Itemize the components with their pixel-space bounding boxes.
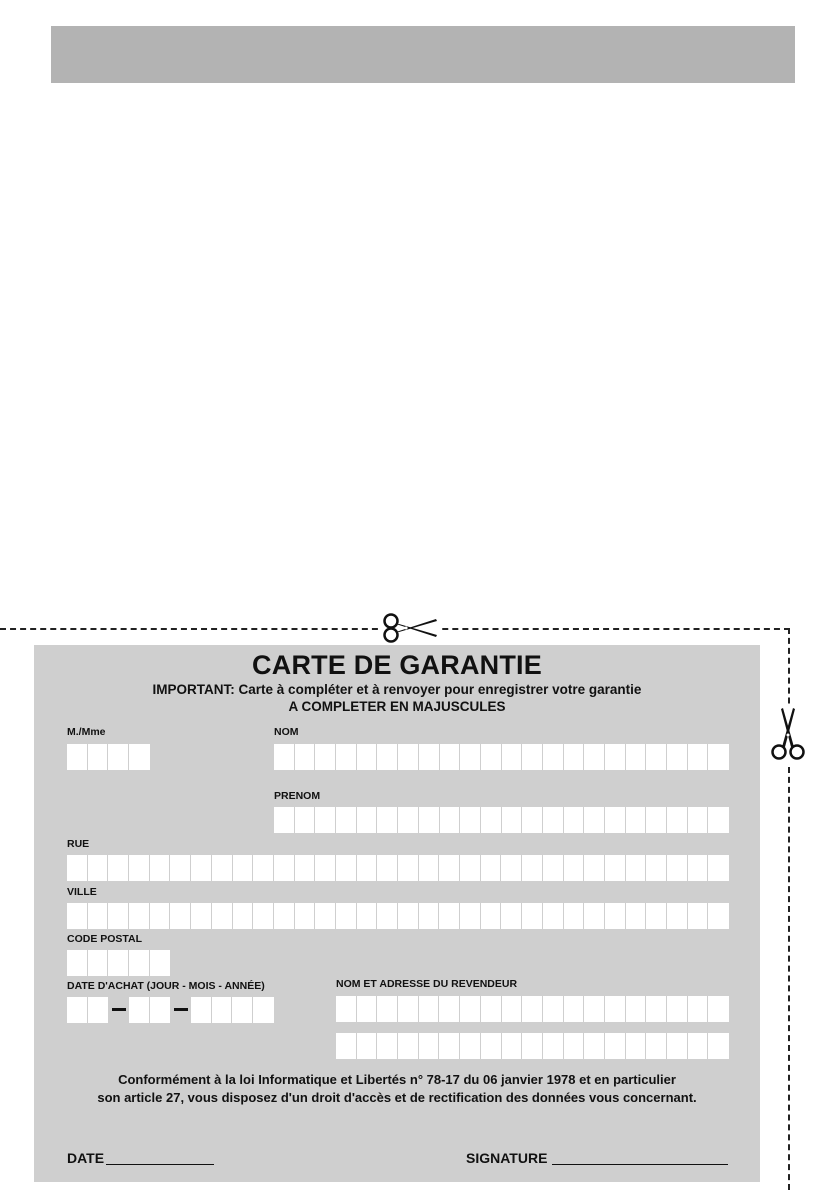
date-achat-label: DATE D'ACHAT (JOUR - MOIS - ANNÉE): [67, 980, 265, 992]
character-box[interactable]: [274, 903, 295, 929]
character-box[interactable]: [646, 855, 667, 881]
character-box[interactable]: [605, 1033, 626, 1059]
character-box[interactable]: [150, 855, 171, 881]
code-postal-label: CODE POSTAL: [67, 933, 143, 945]
character-box[interactable]: [584, 855, 605, 881]
character-box[interactable]: [170, 903, 191, 929]
character-box[interactable]: [336, 855, 357, 881]
character-box[interactable]: [564, 855, 585, 881]
date-achat-day-boxes[interactable]: [67, 997, 108, 1023]
character-box[interactable]: [522, 807, 543, 833]
character-box[interactable]: [626, 1033, 647, 1059]
character-box[interactable]: [460, 807, 481, 833]
character-box[interactable]: [708, 996, 729, 1022]
character-box[interactable]: [688, 903, 709, 929]
character-box[interactable]: [708, 855, 729, 881]
character-box[interactable]: [108, 744, 129, 770]
character-box[interactable]: [460, 903, 481, 929]
card-title: CARTE DE GARANTIE: [252, 650, 542, 680]
character-box[interactable]: [605, 855, 626, 881]
character-box[interactable]: [440, 807, 461, 833]
character-box[interactable]: [543, 744, 564, 770]
character-box[interactable]: [501, 855, 522, 881]
character-box[interactable]: [67, 997, 88, 1023]
character-box[interactable]: [253, 903, 274, 929]
character-box[interactable]: [88, 997, 109, 1023]
character-box[interactable]: [667, 996, 688, 1022]
character-box[interactable]: [646, 807, 667, 833]
character-box[interactable]: [67, 855, 88, 881]
character-box[interactable]: [88, 855, 109, 881]
character-box[interactable]: [315, 903, 336, 929]
character-box[interactable]: [129, 855, 150, 881]
character-box[interactable]: [564, 807, 585, 833]
scissors-icon: [768, 705, 808, 765]
character-box[interactable]: [646, 1033, 667, 1059]
character-box[interactable]: [419, 996, 440, 1022]
date-achat-month-boxes[interactable]: [129, 997, 170, 1023]
character-box[interactable]: [377, 996, 398, 1022]
character-box[interactable]: [129, 950, 150, 976]
character-box[interactable]: [481, 807, 502, 833]
character-box[interactable]: [667, 807, 688, 833]
character-box[interactable]: [584, 807, 605, 833]
character-box[interactable]: [688, 1033, 709, 1059]
legal-notice-line1: Conformément à la loi Informatique et Libertés n° 78-17 du 06 janvier 1978 et en particulier: [118, 1072, 676, 1087]
character-box[interactable]: [357, 855, 378, 881]
character-box[interactable]: [419, 903, 440, 929]
character-box[interactable]: [688, 807, 709, 833]
character-box[interactable]: [377, 1033, 398, 1059]
signature-write-line[interactable]: [552, 1164, 728, 1165]
character-box[interactable]: [191, 997, 212, 1023]
character-box[interactable]: [522, 996, 543, 1022]
character-box[interactable]: [295, 807, 316, 833]
legal-notice-line2: son article 27, vous disposez d'un droit d'accès et de rectification des données vous concernant.: [97, 1090, 697, 1105]
character-box[interactable]: [357, 807, 378, 833]
character-box[interactable]: [336, 807, 357, 833]
character-box[interactable]: [357, 1033, 378, 1059]
rue-label: RUE: [67, 838, 90, 850]
character-box[interactable]: [626, 996, 647, 1022]
character-box[interactable]: [501, 903, 522, 929]
character-box[interactable]: [708, 1033, 729, 1059]
civilite-boxes[interactable]: [67, 744, 150, 770]
character-box[interactable]: [295, 903, 316, 929]
character-box[interactable]: [212, 855, 233, 881]
character-box[interactable]: [584, 744, 605, 770]
character-box[interactable]: [398, 903, 419, 929]
code-postal-boxes[interactable]: [67, 950, 170, 976]
character-box[interactable]: [543, 807, 564, 833]
character-box[interactable]: [626, 744, 647, 770]
character-box[interactable]: [646, 903, 667, 929]
character-box[interactable]: [274, 855, 295, 881]
character-box[interactable]: [605, 744, 626, 770]
character-box[interactable]: [522, 1033, 543, 1059]
date-separator: [112, 1008, 126, 1011]
character-box[interactable]: [170, 855, 191, 881]
character-box[interactable]: [543, 855, 564, 881]
character-box[interactable]: [357, 744, 378, 770]
character-box[interactable]: [377, 744, 398, 770]
nom-boxes[interactable]: [274, 744, 729, 770]
character-box[interactable]: [584, 1033, 605, 1059]
signature-label: SIGNATURE: [466, 1150, 548, 1166]
character-box[interactable]: [336, 744, 357, 770]
character-box[interactable]: [88, 903, 109, 929]
character-box[interactable]: [460, 996, 481, 1022]
character-box[interactable]: [419, 1033, 440, 1059]
character-box[interactable]: [626, 807, 647, 833]
character-box[interactable]: [439, 903, 460, 929]
character-box[interactable]: [377, 855, 398, 881]
character-box[interactable]: [67, 903, 88, 929]
character-box[interactable]: [626, 855, 647, 881]
character-box[interactable]: [481, 855, 502, 881]
date-signature-label: DATE: [67, 1150, 105, 1166]
character-box[interactable]: [419, 744, 440, 770]
character-box[interactable]: [357, 996, 378, 1022]
character-box[interactable]: [398, 744, 419, 770]
character-box[interactable]: [564, 1033, 585, 1059]
character-box[interactable]: [543, 1033, 564, 1059]
character-box[interactable]: [253, 997, 274, 1023]
character-box[interactable]: [336, 996, 357, 1022]
character-box[interactable]: [232, 997, 253, 1023]
character-box[interactable]: [129, 997, 150, 1023]
character-box[interactable]: [584, 996, 605, 1022]
character-box[interactable]: [191, 855, 212, 881]
character-box[interactable]: [315, 807, 336, 833]
character-box[interactable]: [440, 744, 461, 770]
character-box[interactable]: [67, 950, 88, 976]
character-box[interactable]: [708, 744, 729, 770]
character-box[interactable]: [626, 903, 647, 929]
character-box[interactable]: [564, 903, 585, 929]
card-subtitle: IMPORTANT: Carte à compléter et à renvoyer pour enregistrer votre garantie: [152, 682, 642, 697]
character-box[interactable]: [88, 744, 109, 770]
character-box[interactable]: [605, 903, 626, 929]
character-box[interactable]: [502, 744, 523, 770]
character-box[interactable]: [502, 1033, 523, 1059]
character-box[interactable]: [315, 744, 336, 770]
character-box[interactable]: [708, 903, 729, 929]
character-box[interactable]: [150, 950, 171, 976]
character-box[interactable]: [605, 807, 626, 833]
character-box[interactable]: [212, 997, 233, 1023]
character-box[interactable]: [646, 996, 667, 1022]
character-box[interactable]: [688, 744, 709, 770]
character-box[interactable]: [295, 855, 316, 881]
character-box[interactable]: [398, 1033, 419, 1059]
date-achat-year-boxes[interactable]: [191, 997, 274, 1023]
character-box[interactable]: [398, 855, 419, 881]
character-box[interactable]: [667, 855, 688, 881]
character-box[interactable]: [460, 1033, 481, 1059]
character-box[interactable]: [377, 903, 398, 929]
rue-boxes[interactable]: [67, 855, 729, 881]
character-box[interactable]: [336, 1033, 357, 1059]
character-box[interactable]: [357, 903, 378, 929]
character-box[interactable]: [439, 996, 460, 1022]
character-box[interactable]: [336, 903, 357, 929]
prenom-label: PRENOM: [274, 790, 321, 802]
character-box[interactable]: [667, 1033, 688, 1059]
character-box[interactable]: [67, 744, 88, 770]
character-box[interactable]: [295, 744, 316, 770]
character-box[interactable]: [439, 855, 460, 881]
character-box[interactable]: [688, 855, 709, 881]
character-box[interactable]: [419, 807, 440, 833]
date-separator: [174, 1008, 188, 1011]
character-box[interactable]: [522, 903, 543, 929]
character-box[interactable]: [708, 807, 729, 833]
character-box[interactable]: [274, 807, 295, 833]
character-box[interactable]: [564, 744, 585, 770]
character-box[interactable]: [398, 807, 419, 833]
ville-label: VILLE: [67, 886, 97, 898]
character-box[interactable]: [150, 903, 171, 929]
character-box[interactable]: [502, 807, 523, 833]
character-box[interactable]: [129, 744, 150, 770]
character-box[interactable]: [481, 1033, 502, 1059]
card-instruction: A COMPLETER EN MAJUSCULES: [288, 699, 506, 714]
scissors-icon: [380, 610, 440, 646]
character-box[interactable]: [439, 1033, 460, 1059]
civilite-label: M./Mme: [67, 726, 106, 738]
character-box[interactable]: [377, 807, 398, 833]
character-box[interactable]: [605, 996, 626, 1022]
nom-label: NOM: [274, 726, 299, 738]
character-box[interactable]: [481, 744, 502, 770]
revendeur-boxes-line1[interactable]: [336, 996, 729, 1022]
date-write-line[interactable]: [106, 1164, 214, 1165]
character-box[interactable]: [522, 744, 543, 770]
revendeur-boxes-line2[interactable]: [336, 1033, 729, 1059]
character-box[interactable]: [233, 855, 254, 881]
header-band: [51, 26, 795, 83]
character-box[interactable]: [522, 855, 543, 881]
character-box[interactable]: [667, 744, 688, 770]
revendeur-label: NOM ET ADRESSE DU REVENDEUR: [336, 978, 518, 990]
character-box[interactable]: [212, 903, 233, 929]
character-box[interactable]: [274, 744, 295, 770]
character-box[interactable]: [108, 855, 129, 881]
character-box[interactable]: [253, 855, 274, 881]
character-box[interactable]: [108, 903, 129, 929]
character-box[interactable]: [584, 903, 605, 929]
character-box[interactable]: [564, 996, 585, 1022]
character-box[interactable]: [398, 996, 419, 1022]
character-box[interactable]: [543, 903, 564, 929]
character-box[interactable]: [543, 996, 564, 1022]
ville-boxes[interactable]: [67, 903, 729, 929]
character-box[interactable]: [150, 997, 171, 1023]
character-box[interactable]: [129, 903, 150, 929]
character-box[interactable]: [646, 744, 667, 770]
character-box[interactable]: [460, 855, 481, 881]
character-box[interactable]: [108, 950, 129, 976]
character-box[interactable]: [191, 903, 212, 929]
character-box[interactable]: [460, 744, 481, 770]
character-box[interactable]: [481, 903, 502, 929]
prenom-boxes[interactable]: [274, 807, 729, 833]
character-box[interactable]: [502, 996, 523, 1022]
character-box[interactable]: [481, 996, 502, 1022]
character-box[interactable]: [419, 855, 440, 881]
character-box[interactable]: [667, 903, 688, 929]
character-box[interactable]: [315, 855, 336, 881]
character-box[interactable]: [233, 903, 254, 929]
character-box[interactable]: [688, 996, 709, 1022]
character-box[interactable]: [88, 950, 109, 976]
